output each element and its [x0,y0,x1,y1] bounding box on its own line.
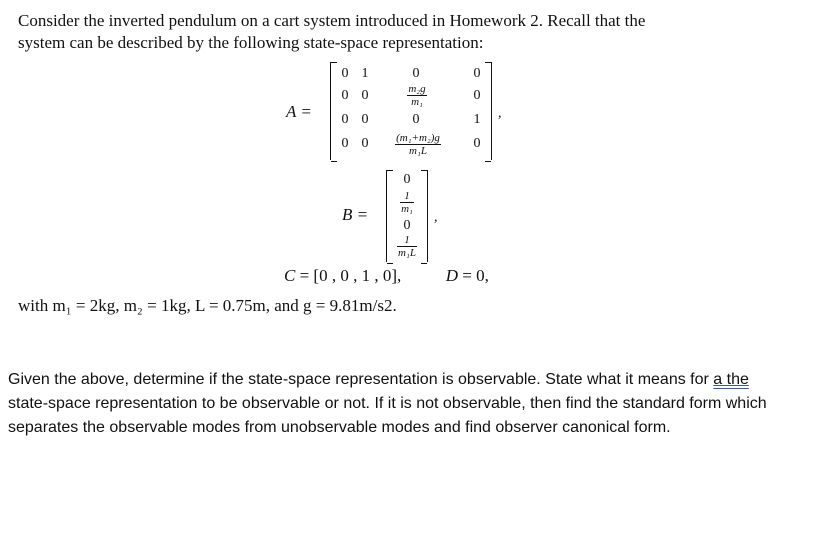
intro-line-2: system can be described by the following state-space representation: [18,33,484,52]
matrix-b-comma: , [434,210,438,225]
matrix-a-cell: 0 [341,66,349,81]
question-paragraph [8,368,778,440]
matrix-a-cell: 0 [473,88,481,103]
c-label: C [284,266,296,285]
matrix-a-comma: , [498,106,502,121]
matrix-a-cell: 1 [473,112,481,127]
d-label: D [445,266,459,285]
matrix-a-cell: 0 [473,136,481,151]
c-d-equation [284,266,489,286]
fraction-numerator: (m₁+m₂)g [396,132,440,144]
question-underlined-text: a the [713,371,749,388]
fraction-numerator: 1 [400,190,414,203]
fraction-denominator: m₁L [398,247,416,259]
matrix-a-cell: 0 [341,88,349,103]
matrix-a-cell: 0 [361,112,369,127]
matrix-a-cell: 0 [341,136,349,151]
intro-paragraph [18,10,778,54]
fraction-numerator: 1 [397,234,417,247]
matrix-b-label: B = [342,205,369,224]
matrix-a-cell: 0 [361,136,369,151]
matrix-a-fraction [383,132,453,157]
matrix-a-cell: 0 [341,112,349,127]
question-text-part-1: Given the above, determine if the state-space representation is observable. State what it means for [8,371,714,388]
matrix-a-cell: 0 [361,88,369,103]
d-value: = 0, [462,266,489,285]
fraction-numerator: m₂g [408,83,426,95]
matrix-a-cell: 1 [361,66,369,81]
matrix-a-cell: 0 [473,66,481,81]
fraction-denominator: m₁ [401,203,413,215]
question-text-part-2: state-space representation to be observable or not. If it is not observable, then find the standard form which separates the observable modes from unobservable modes and find observer canonical form. [8,395,767,436]
intro-line-1: Consider the inverted pendulum on a cart system introduced in Homework 2. Recall that the [18,11,646,30]
matrix-a-cell: 0 [412,66,420,81]
parameter-values: with m₁ = 2kg, m₂ = 1kg, L = 0.75m, and g = 9.81m/s2. [18,296,397,315]
matrix-a [330,62,492,160]
matrix-b-cell: 0 [403,172,411,187]
matrix-b-fraction [389,234,425,259]
matrix-a-label: A = [286,102,312,121]
fraction-denominator: m₁L [409,145,427,157]
fraction-denominator: m₁ [411,96,423,108]
matrix-b-cell: 0 [403,218,411,233]
matrix-a-fraction [395,83,439,108]
matrix-b [386,170,428,262]
matrix-a-cell: 0 [412,112,420,127]
c-value: = [0 , 0 , 1 , 0], [299,266,402,285]
matrix-b-fraction [391,190,423,215]
